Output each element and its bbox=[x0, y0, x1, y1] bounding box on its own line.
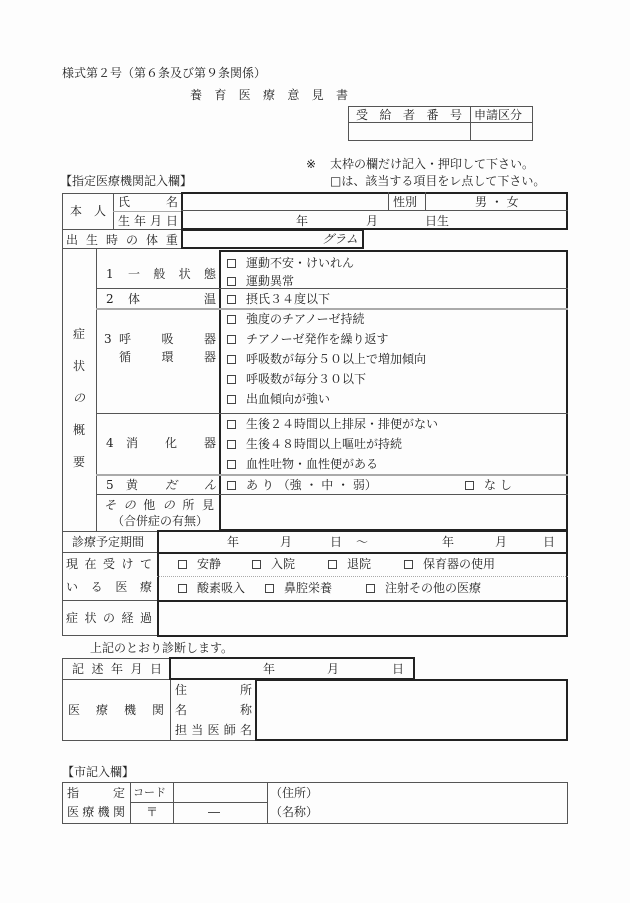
label-char: そ bbox=[104, 498, 117, 512]
label-char: 受 bbox=[356, 108, 369, 122]
label-char: 消 bbox=[126, 436, 139, 450]
divider bbox=[267, 782, 268, 824]
divider bbox=[62, 531, 158, 532]
checkbox-item[interactable] bbox=[465, 479, 512, 491]
code-field[interactable] bbox=[174, 783, 267, 802]
form-title bbox=[190, 89, 348, 101]
checkbox-label: 摂氏３４度以下 bbox=[246, 292, 331, 306]
checkbox-item[interactable] bbox=[227, 293, 330, 305]
divider bbox=[62, 658, 63, 740]
progress-field[interactable] bbox=[159, 602, 566, 635]
label-char: 人 bbox=[93, 204, 106, 218]
checkbox-discharged[interactable] bbox=[328, 558, 371, 570]
person-label bbox=[70, 205, 106, 217]
label-char: の bbox=[72, 391, 85, 405]
checkbox-label: 運動不安・けいれん bbox=[246, 256, 355, 270]
birth-day-unit: 日生 bbox=[425, 214, 450, 228]
label-char: 関 bbox=[112, 805, 125, 819]
postal-mark: 〒 bbox=[146, 805, 159, 819]
label-char: 受 bbox=[102, 557, 115, 571]
label-char: 在 bbox=[84, 557, 97, 571]
checkbox[interactable] bbox=[227, 395, 236, 404]
checkbox-label: 血性吐物・血性便がある bbox=[246, 457, 379, 471]
checkbox-label: 生後４８時間以上嘔吐が持続 bbox=[246, 437, 403, 451]
label-char: 一 bbox=[128, 267, 141, 281]
birth-year-unit: 年 bbox=[296, 214, 309, 228]
label-char: 給 bbox=[379, 108, 392, 122]
label-char: 担 bbox=[175, 723, 188, 737]
checkbox[interactable] bbox=[227, 277, 236, 286]
title-char: 療 bbox=[262, 88, 275, 102]
label-char: 名 bbox=[175, 703, 188, 717]
divider bbox=[96, 474, 568, 476]
note-line-2: □は、該当する項目をレ点して下さい。 bbox=[330, 174, 546, 188]
label-char: 本 bbox=[70, 204, 83, 218]
category-number: 3 bbox=[104, 332, 112, 346]
title-char: 育 bbox=[214, 88, 227, 102]
checkbox-nasal-feeding[interactable] bbox=[265, 582, 332, 594]
checkbox-label: 酸素吸入 bbox=[197, 581, 246, 595]
label-char: て bbox=[139, 557, 152, 571]
label-char: 他 bbox=[143, 498, 156, 512]
divider bbox=[96, 248, 97, 531]
current-treatment-label-1 bbox=[66, 558, 152, 570]
divider bbox=[62, 193, 63, 248]
other-findings-sublabel: （合併症の有無） bbox=[112, 514, 209, 528]
from-day-unit: 日 bbox=[330, 535, 343, 549]
note-mark: ※ bbox=[306, 157, 317, 171]
title-char: 見 bbox=[311, 88, 324, 102]
divider bbox=[62, 552, 158, 553]
label-char: 状 bbox=[178, 267, 191, 281]
institution-name-label bbox=[175, 704, 252, 716]
label-char: 述 bbox=[91, 662, 104, 676]
checkbox-label: 強度のチアノーゼ持続 bbox=[246, 312, 365, 326]
category-label-temperature bbox=[128, 293, 216, 305]
checkbox[interactable] bbox=[404, 560, 413, 569]
written-date-frame[interactable] bbox=[169, 657, 415, 680]
divider bbox=[62, 531, 63, 636]
other-findings-field[interactable] bbox=[221, 495, 566, 529]
label-char: 要 bbox=[72, 455, 85, 469]
checkbox[interactable] bbox=[178, 584, 187, 593]
diagnosis-statement: 上記のとおり診断します。 bbox=[90, 641, 234, 655]
checkbox-item[interactable] bbox=[227, 257, 354, 269]
divider bbox=[62, 248, 63, 531]
from-year-unit: 年 bbox=[227, 535, 240, 549]
label-char: 者 bbox=[402, 108, 415, 122]
label-char: 器 bbox=[203, 350, 216, 364]
category-number: 1 bbox=[106, 267, 114, 281]
checkbox-label: な し bbox=[484, 478, 512, 492]
birthweight-label bbox=[66, 234, 178, 246]
application-category-field[interactable] bbox=[471, 123, 532, 140]
label-char: 療 bbox=[82, 805, 95, 819]
label-char: 体 bbox=[145, 233, 158, 247]
postal-dash: ― bbox=[208, 805, 220, 819]
label-char: 医 bbox=[67, 805, 80, 819]
period-separator: ～ bbox=[356, 535, 369, 549]
category-label-general bbox=[128, 268, 216, 280]
written-day-unit: 日 bbox=[392, 662, 405, 676]
checkbox-incubator[interactable] bbox=[404, 558, 495, 570]
label-char: 循 bbox=[119, 350, 132, 364]
checkbox-item[interactable] bbox=[227, 333, 388, 345]
checkbox-rest[interactable] bbox=[178, 558, 221, 570]
title-char: 意 bbox=[287, 88, 300, 102]
label-char: 師 bbox=[223, 723, 236, 737]
divider bbox=[170, 679, 171, 740]
checkbox[interactable] bbox=[227, 440, 236, 449]
label-char: 呼 bbox=[119, 332, 132, 346]
label-char: 体 bbox=[128, 292, 141, 306]
checkbox-item[interactable] bbox=[227, 458, 378, 470]
label-char: 年 bbox=[110, 662, 123, 676]
label-char: 症 bbox=[66, 611, 79, 625]
checkbox[interactable] bbox=[227, 460, 236, 469]
label-char: 指 bbox=[67, 786, 80, 800]
title-char: 養 bbox=[190, 88, 203, 102]
label-char: だ bbox=[164, 478, 177, 492]
checkbox[interactable] bbox=[252, 560, 261, 569]
checkbox-item[interactable] bbox=[227, 438, 402, 450]
symptoms-group-label bbox=[66, 318, 92, 478]
label-char: の bbox=[125, 233, 138, 247]
category-label-digestive bbox=[126, 437, 216, 449]
checkbox-label: 保育器の使用 bbox=[423, 557, 496, 571]
label-char: 定 bbox=[112, 786, 125, 800]
divider bbox=[96, 413, 568, 414]
name-field[interactable] bbox=[183, 194, 388, 210]
category-label-respiratory bbox=[119, 333, 216, 345]
label-char: 番 bbox=[426, 108, 439, 122]
title-char: 書 bbox=[335, 88, 348, 102]
label-char: の bbox=[162, 498, 175, 512]
label-char: 状 bbox=[72, 359, 85, 373]
label-char: 年 bbox=[133, 214, 146, 228]
sex-options[interactable]: 男 ・ 女 bbox=[475, 195, 519, 209]
divider bbox=[96, 308, 568, 310]
divider bbox=[62, 679, 170, 680]
label-char: 温 bbox=[203, 292, 216, 306]
address-label bbox=[175, 684, 252, 696]
recipient-number-field[interactable] bbox=[349, 123, 470, 140]
divider bbox=[62, 658, 170, 659]
checkbox[interactable] bbox=[227, 420, 236, 429]
label-char: 環 bbox=[161, 350, 174, 364]
sex-label: 性別 bbox=[393, 195, 418, 209]
written-date-label bbox=[72, 663, 162, 675]
checkbox[interactable] bbox=[465, 481, 474, 490]
label-char: 所 bbox=[182, 498, 195, 512]
category-number: 2 bbox=[106, 292, 114, 306]
label-char: 器 bbox=[203, 332, 216, 346]
label-char: る bbox=[90, 580, 103, 594]
label-char: の bbox=[102, 611, 115, 625]
to-month-unit: 月 bbox=[495, 535, 508, 549]
label-char: 機 bbox=[123, 703, 136, 717]
treatment-period-label: 診療予定期間 bbox=[72, 535, 145, 549]
checkbox-label: 注射その他の医療 bbox=[385, 581, 482, 595]
label-char: け bbox=[121, 557, 134, 571]
birthdate-label bbox=[118, 215, 178, 227]
divider bbox=[96, 288, 568, 289]
label-char: の bbox=[123, 498, 136, 512]
checkbox[interactable] bbox=[328, 560, 337, 569]
divider bbox=[130, 782, 131, 824]
label-char: 状 bbox=[84, 611, 97, 625]
checkbox[interactable] bbox=[227, 355, 236, 364]
label-char: 現 bbox=[66, 557, 79, 571]
designated-label-2 bbox=[67, 806, 125, 818]
to-day-unit: 日 bbox=[543, 535, 556, 549]
label-char: 時 bbox=[105, 233, 118, 247]
label-char: 経 bbox=[121, 611, 134, 625]
checkbox-label: 入院 bbox=[271, 557, 296, 571]
label-char: 重 bbox=[165, 233, 178, 247]
label-char: 化 bbox=[164, 436, 177, 450]
checkbox-label: 退院 bbox=[347, 557, 372, 571]
label-char: 当 bbox=[191, 723, 204, 737]
recipient-number-label bbox=[356, 109, 462, 121]
to-year-unit: 年 bbox=[442, 535, 455, 549]
label-char: 概 bbox=[72, 423, 85, 437]
label-char: 症 bbox=[72, 327, 85, 341]
label-char: 見 bbox=[201, 498, 214, 512]
divider bbox=[388, 192, 389, 211]
category-number: 5 bbox=[106, 478, 114, 492]
checkbox-label: 生後２４時間以上排尿・排便がない bbox=[246, 417, 439, 431]
checkbox-label: 呼吸数が毎分５０以上で増加傾向 bbox=[246, 352, 427, 366]
checkbox-hospitalized[interactable] bbox=[252, 558, 295, 570]
label-char: 療 bbox=[95, 703, 108, 717]
checkbox[interactable] bbox=[178, 560, 187, 569]
institution-field[interactable] bbox=[257, 681, 566, 739]
doctor-name-label bbox=[175, 724, 252, 736]
checkbox-label: 安静 bbox=[197, 557, 222, 571]
label-char: 医 bbox=[68, 703, 81, 717]
checkbox-item[interactable] bbox=[227, 313, 364, 325]
label-char: 医 bbox=[207, 723, 220, 737]
checkbox-label: 出血傾向が強い bbox=[246, 392, 331, 406]
divider bbox=[157, 552, 568, 554]
category-number: 4 bbox=[106, 436, 114, 450]
divider bbox=[62, 740, 256, 741]
from-month-unit: 月 bbox=[280, 535, 293, 549]
checkbox-item[interactable] bbox=[227, 393, 330, 405]
label-char: 生 bbox=[85, 233, 98, 247]
checkbox[interactable] bbox=[227, 259, 236, 268]
label-char: 般 bbox=[153, 267, 166, 281]
label-char: 名 bbox=[165, 195, 178, 209]
birth-month-unit: 月 bbox=[366, 214, 379, 228]
checkbox-label: 呼吸数が毎分３０以下 bbox=[246, 372, 367, 386]
city-name-label: （名称） bbox=[270, 805, 319, 819]
clinic-section-heading: 【指定医療機関記入欄】 bbox=[60, 174, 193, 188]
label-char: 所 bbox=[239, 683, 252, 697]
label-char: 号 bbox=[449, 108, 462, 122]
label-char: 名 bbox=[239, 723, 252, 737]
checkbox[interactable] bbox=[227, 315, 236, 324]
checkbox[interactable] bbox=[227, 295, 236, 304]
label-char: 療 bbox=[139, 580, 152, 594]
designated-label-1 bbox=[67, 787, 125, 799]
checkbox-item[interactable] bbox=[227, 373, 366, 385]
form-number: 様式第２号（第６条及び第９条関係） bbox=[62, 66, 267, 80]
label-char: 出 bbox=[66, 233, 79, 247]
application-category-label: 申請区分 bbox=[474, 108, 523, 122]
divider bbox=[62, 248, 182, 249]
checkbox[interactable] bbox=[265, 584, 274, 593]
divider bbox=[62, 600, 158, 601]
note-line-1: 太枠の欄だけ記入・押印して下さい。 bbox=[330, 157, 535, 171]
checkbox[interactable] bbox=[366, 584, 375, 593]
birthweight-unit: グラム bbox=[322, 232, 358, 246]
label-char: 日 bbox=[149, 662, 162, 676]
divider bbox=[425, 192, 426, 211]
checkbox[interactable] bbox=[227, 481, 236, 490]
divider bbox=[181, 210, 568, 211]
label-char: 吸 bbox=[161, 332, 174, 346]
code-label: コード bbox=[133, 786, 166, 799]
label-char: 月 bbox=[130, 662, 143, 676]
checkbox-item[interactable] bbox=[227, 418, 438, 430]
divider bbox=[130, 802, 267, 803]
label-char: 機 bbox=[97, 805, 110, 819]
label-char: 生 bbox=[118, 214, 131, 228]
label-char: 態 bbox=[203, 267, 216, 281]
title-char: 医 bbox=[238, 88, 251, 102]
checkbox-item[interactable] bbox=[227, 479, 377, 491]
written-month-unit: 月 bbox=[327, 662, 340, 676]
divider bbox=[62, 229, 182, 230]
label-char: 黄 bbox=[126, 478, 139, 492]
checkbox-label: 鼻腔栄養 bbox=[284, 581, 333, 595]
checkbox-item[interactable] bbox=[227, 353, 426, 365]
checkbox[interactable] bbox=[227, 375, 236, 384]
checkbox-item[interactable] bbox=[227, 275, 294, 287]
divider bbox=[219, 250, 221, 531]
name-label bbox=[118, 196, 178, 208]
checkbox-label: 運動異常 bbox=[246, 274, 295, 288]
checkbox-oxygen[interactable] bbox=[178, 582, 245, 594]
category-label-circulatory bbox=[119, 351, 216, 363]
label-char: 器 bbox=[203, 436, 216, 450]
checkbox-injection[interactable] bbox=[366, 582, 481, 594]
label-char: 関 bbox=[151, 703, 164, 717]
other-findings-label bbox=[104, 499, 214, 511]
city-address-label: （住所） bbox=[270, 786, 319, 800]
label-char: 住 bbox=[175, 683, 188, 697]
institution-label bbox=[68, 704, 164, 716]
label-char: 過 bbox=[139, 611, 152, 625]
divider bbox=[62, 193, 182, 194]
label-char: 医 bbox=[115, 580, 128, 594]
label-char: ん bbox=[203, 478, 216, 492]
progress-label bbox=[66, 612, 152, 624]
written-year-unit: 年 bbox=[263, 662, 276, 676]
current-treatment-label-2 bbox=[66, 581, 152, 593]
checkbox-label: チアノーゼ発作を繰り返す bbox=[246, 332, 389, 346]
label-char: 称 bbox=[239, 703, 252, 717]
label-char: い bbox=[66, 580, 79, 594]
label-char: 記 bbox=[72, 662, 85, 676]
category-label-jaundice bbox=[126, 479, 216, 491]
divider bbox=[62, 635, 158, 636]
label-char: 月 bbox=[149, 214, 162, 228]
city-section-heading: 【市記入欄】 bbox=[62, 765, 135, 779]
checkbox-label: あ り （強 ・ 中 ・ 弱） bbox=[246, 478, 377, 492]
label-char: 日 bbox=[165, 214, 178, 228]
divider bbox=[113, 211, 182, 212]
divider bbox=[157, 576, 568, 577]
label-char: 氏 bbox=[118, 195, 131, 209]
checkbox[interactable] bbox=[227, 335, 236, 344]
